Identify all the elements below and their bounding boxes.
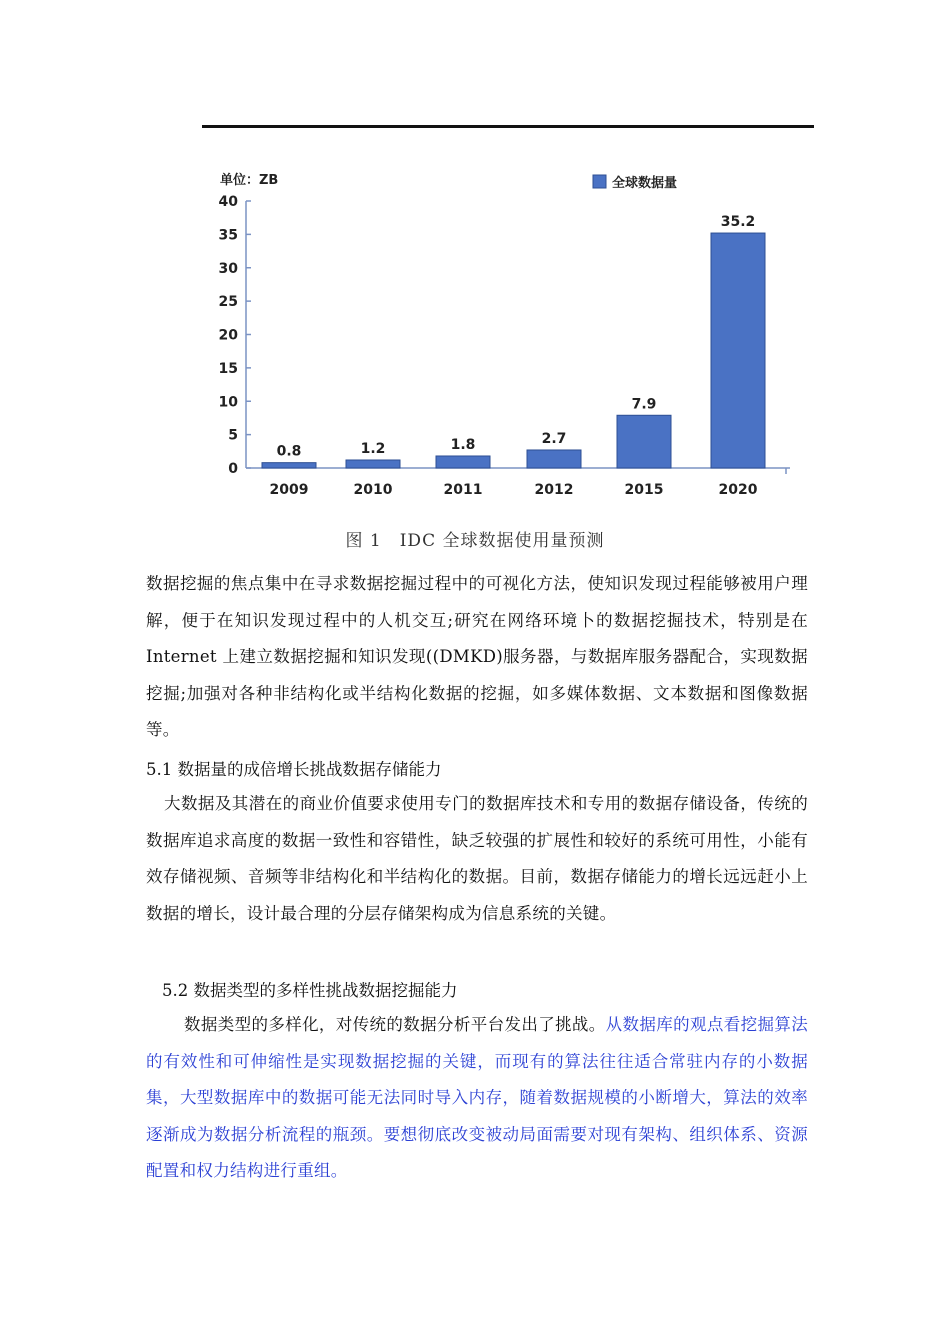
bar: [617, 415, 671, 468]
y-tick-label: 5: [228, 427, 238, 444]
x-tick-label: 2009: [269, 482, 309, 498]
x-tick-label: 2010: [353, 482, 393, 498]
section-heading-5-2: 5.2 数据类型的多样性挑战数据挖掘能力: [162, 981, 458, 1000]
figure-caption: 图 1 IDC 全球数据使用量预测: [345, 531, 605, 551]
x-tick-label: 2011: [443, 482, 483, 498]
paragraph-3-highlight: 从数据库的观点看挖掘算法的有效性和可伸缩性是实现数据挖掘的关键，而现有的算法往往适合常驻内存的小数据集，大型数据库中的数据可能无法同时导入内存，随着数据规模的小断增大，算法的效率逐渐成为数据分析流程的瓶颈。要想彻底改变被动局面需要对现有架构、组织体系、资源配置和权力结构进行重组。: [146, 1015, 809, 1181]
bar-data-label: 0.8: [276, 443, 302, 460]
bar-chart: [200, 160, 810, 510]
y-tick-label: 30: [218, 260, 238, 277]
bar: [711, 233, 765, 468]
bar-data-label: 1.8: [450, 436, 476, 453]
paragraph-3: [146, 1007, 808, 1190]
section-heading-5-1: 5.1 数据量的成倍增长挑战数据存储能力: [146, 760, 442, 779]
paragraph-3-text: 数据类型的多样化，对传统的数据分析平台发出了挑战。: [184, 1015, 606, 1034]
y-tick-label: 10: [218, 394, 238, 411]
bar: [262, 463, 316, 468]
bar-data-label: 35.2: [720, 214, 756, 231]
paragraph-2: 大数据及其潜在的商业价值要求使用专门的数据库技术和专用的数据存储设备，传统的数据库追求高度的数据一致性和容错性，缺乏较强的扩展性和较好的系统可用性，小能有效存储视频、音频等非结构化和半结构化的数据。目前，数据存储能力的增长远远赶小上数据的增长，设计最合理的分层存储架构成为信息系统的关键。: [146, 794, 808, 923]
bar-chart-svg: [200, 160, 810, 510]
top-rule: [202, 125, 814, 128]
legend-swatch: [593, 175, 606, 188]
x-tick-label: 2020: [718, 482, 758, 498]
y-tick-label: 15: [218, 360, 238, 377]
bar-data-label: 1.2: [360, 440, 386, 457]
y-tick-label: 40: [218, 194, 238, 210]
legend-label: 全球数据量: [612, 176, 678, 191]
x-tick-label: 2015: [624, 482, 664, 498]
x-tick-label: 2012: [534, 482, 574, 498]
bar-data-label: 7.9: [631, 396, 657, 413]
paragraph-1: 数据挖掘的焦点集中在寻求数据挖掘过程中的可视化方法，使知识发现过程能够被用户理解，便于在知识发现过程中的人机交互;研究在网络环境卜的数据挖掘技术，特别是在 Internet 上建立数据挖掘和知识发现((DMKD)服务器，与数据库服务器配合，实现数据挖掘;加强对各种非结构化或半结构化数据的挖掘，如多媒体数据、文本数据和图像数据等。: [146, 574, 808, 740]
y-tick-label: 35: [218, 227, 238, 244]
bar-data-label: 2.7: [541, 430, 567, 447]
y-tick-label: 25: [218, 294, 238, 311]
unit-label: 单位：ZB: [220, 173, 279, 188]
bar: [527, 450, 581, 468]
y-tick-label: 20: [218, 327, 238, 344]
bar: [346, 460, 400, 468]
bar: [436, 456, 490, 468]
y-tick-label: 0: [228, 461, 238, 477]
